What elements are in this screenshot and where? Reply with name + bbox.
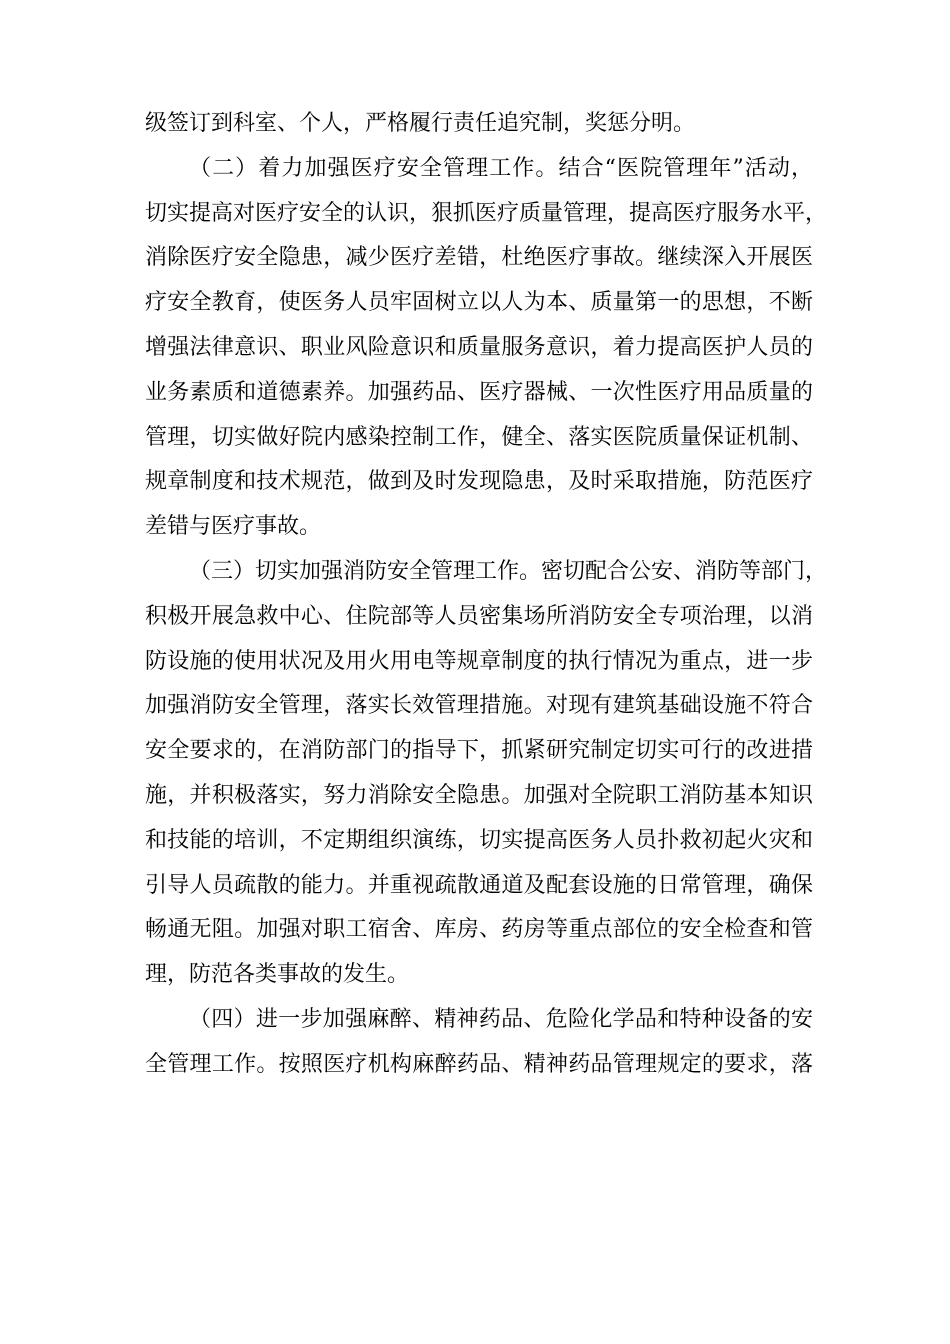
text-line: 畅通无阻。加强对职工宿舍、库房、药房等重点部位的安全检查和管 <box>145 917 813 943</box>
text-line: 管理，切实做好院内感染控制工作，健全、落实医院质量保证机制、 <box>145 424 813 450</box>
text-line: 规章制度和技术规范，做到及时发现隐患，及时采取措施，防范医疗 <box>145 469 813 495</box>
paragraph-2-medical-safety <box>145 147 828 550</box>
text-line: 防设施的使用状况及用火用电等规章制度的执行情况为重点，进一步 <box>145 648 813 674</box>
text-line: 级签订到科室、个人，严格履行责任追究制，奖惩分明。 <box>145 111 696 136</box>
text-line: 差错与医疗事故。 <box>145 514 322 540</box>
paragraph-1-continuation <box>145 102 813 147</box>
text-line: 引导人员疏散的能力。并重视疏散通道及配套设施的日常管理，确保 <box>145 872 813 898</box>
text-line: 增强法律意识、职业风险意识和质量服务意识，着力提高医护人员的 <box>145 334 813 360</box>
document-body <box>145 102 828 1088</box>
text-line: 加强消防安全管理，落实长效管理措施。对现有建筑基础设施不符合 <box>145 693 813 719</box>
text-line: （三）切实加强消防安全管理工作。密切配合公安、消防等部门， <box>189 558 828 584</box>
text-line: 切实提高对医疗安全的认识，狠抓医疗质量管理，提高医疗服务水平， <box>145 200 828 226</box>
paragraph-3-fire-safety <box>145 550 828 998</box>
paragraph-4-hazardous-materials <box>145 998 813 1088</box>
text-line: 全管理工作。按照医疗机构麻醉药品、精神药品管理规定的要求，落 <box>145 1051 813 1077</box>
text-line: 和技能的培训，不定期组织演练，切实提高医务人员扑救初起火灾和 <box>145 827 813 853</box>
text-line: 安全要求的，在消防部门的指导下，抓紧研究制定切实可行的改进措 <box>145 738 813 764</box>
text-line: 消除医疗安全隐患，减少医疗差错，杜绝医疗事故。继续深入开展医 <box>145 245 813 271</box>
text-line: 积极开展急救中心、住院部等人员密集场所消防安全专项治理，以消 <box>145 603 813 629</box>
text-line: 业务素质和道德素养。加强药品、医疗器械、一次性医疗用品质量的 <box>145 379 813 405</box>
text-line: 理，防范各类事故的发生。 <box>145 962 410 988</box>
text-line: （二）着力加强医疗安全管理工作。结合“医院管理年”活动， <box>189 155 813 181</box>
text-line: 施，并积极落实，努力消除安全隐患。加强对全院职工消防基本知识 <box>145 782 813 808</box>
text-line: 疗安全教育，使医务人员牢固树立以人为本、质量第一的思想，不断 <box>145 290 813 316</box>
text-line: （四）进一步加强麻醉、精神药品、危险化学品和特种设备的安 <box>189 1006 813 1032</box>
